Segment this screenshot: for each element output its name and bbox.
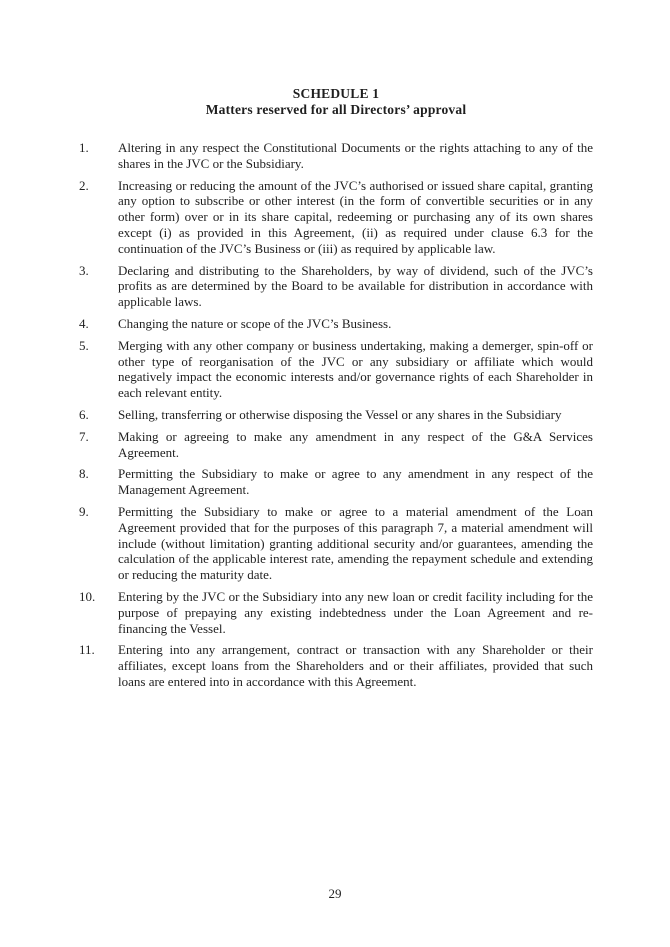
item-text: Entering by the JVC or the Subsidiary into any new loan or credit facility including for the purpose of prepaying any existing indebtedness under the Loan Agreement and re-financing the Vessel. — [118, 588, 593, 636]
list-item — [79, 178, 593, 257]
list-item — [79, 140, 593, 172]
item-text: Entering into any arrangement, contract or transaction with any Shareholder or their affiliates, except loans from the Shareholders and or their affiliates, provided that such loans are entered into in accordance with this Agreement. — [118, 642, 593, 689]
item-number: 2. — [79, 177, 89, 193]
item-text: Selling, transferring or otherwise disposing the Vessel or any shares in the Subsidiary — [118, 406, 562, 422]
item-number: 9. — [79, 503, 89, 519]
schedule-heading — [79, 86, 593, 118]
list-item — [79, 338, 593, 401]
page-number: 29 — [328, 886, 342, 901]
list-item — [79, 466, 593, 498]
item-text: Permitting the Subsidiary to make or agree to any amendment in any respect of the Management Agreement. — [118, 466, 593, 498]
item-number: 1. — [79, 140, 89, 155]
item-number: 5. — [79, 337, 89, 353]
page-footer — [0, 886, 670, 901]
item-text: Merging with any other company or business undertaking, making a demerger, spin-off or other type of reorganisation of the JVC or any subsidiary or affiliate which would negatively impact the economic interests and/or governance rights of each Shareholder in each relevant entity. — [118, 337, 593, 401]
list-item — [79, 429, 593, 461]
item-number: 10. — [79, 588, 96, 604]
item-number: 7. — [79, 428, 89, 444]
item-text: Increasing or reducing the amount of the JVC’s authorised or issued share capital, granting any option to subscribe or other interest (in the form of convertible securities or in any other form) over or in its share capital, redeeming or purchasing any of its own shares except (i) as provided in this Agreement, (ii) as required under clause 6.3 for the continuation of the JVC’s Business or (iii) as required by applicable law. — [118, 177, 593, 256]
item-number: 4. — [79, 315, 89, 331]
item-number: 6. — [79, 406, 89, 422]
list-item — [79, 407, 593, 423]
list-item — [79, 642, 593, 689]
item-number: 3. — [79, 262, 89, 278]
list-item — [79, 263, 593, 310]
list-item — [79, 316, 593, 332]
item-text: Altering in any respect the Constitutional Documents or the rights attaching to any of the shares in the JVC or the Subsidiary. — [118, 140, 593, 171]
list-item — [79, 589, 593, 636]
item-number: 11. — [79, 642, 95, 658]
item-text: Changing the nature or scope of the JVC’s Business. — [118, 315, 392, 331]
item-text: Permitting the Subsidiary to make or agree to a material amendment of the Loan Agreement provided that for the purposes of this paragraph 7, a material amendment will include (without limitation) granting additional security and/or guarantees, amending the calculation of the applicable interest rate, amending the repayment schedule and extending or reducing the maturity date. — [118, 503, 593, 583]
item-text: Declaring and distributing to the Shareholders, by way of dividend, such of the JVC’s profits as are determined by the Board to be available for distribution in accordance with applicable laws. — [118, 262, 593, 310]
schedule-subtitle: Matters reserved for all Directors’ approval — [205, 102, 467, 117]
item-number: 8. — [79, 466, 89, 482]
numbered-list — [79, 140, 593, 690]
list-item — [79, 504, 593, 583]
schedule-title: SCHEDULE 1 — [292, 86, 380, 101]
item-text: Making or agreeing to make any amendment in any respect of the G&A Services Agreement. — [118, 428, 593, 460]
